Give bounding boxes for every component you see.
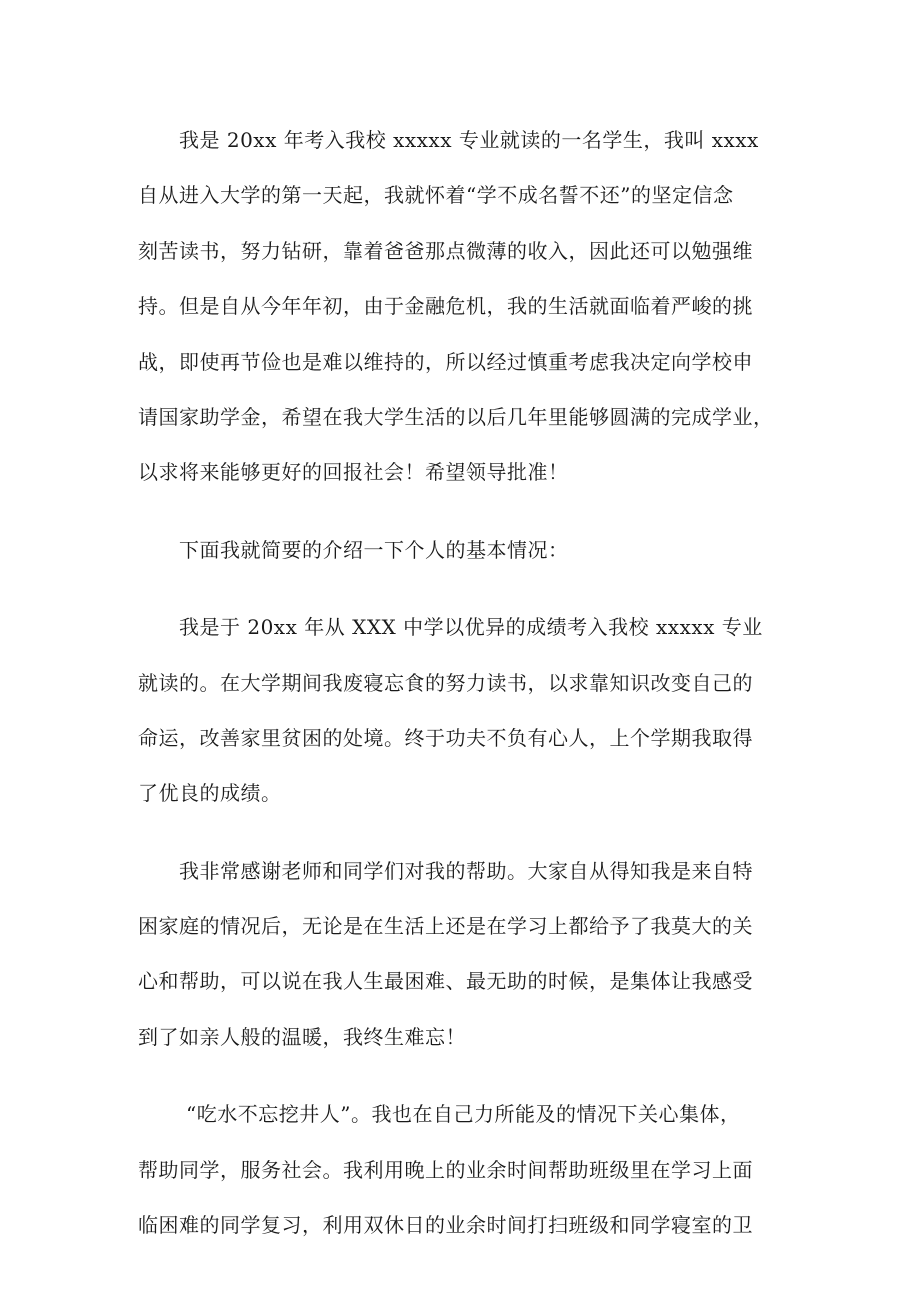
paragraph-line: 困家庭的情况后，无论是在生活上还是在学习上都给予了我莫大的关 bbox=[138, 914, 753, 939]
paragraph-spacer bbox=[138, 501, 793, 523]
paragraph-line: 刻苦读书，努力钻研，靠着爸爸那点微薄的收入，因此还可以勉强维 bbox=[138, 238, 753, 263]
paragraph-line: 持。但是自从今年年初，由于金融危机，我的生活就面临着严峻的挑 bbox=[138, 294, 753, 319]
paragraph-line: 就读的。在大学期间我废寝忘食的努力读书，以求靠知识改变自己的 bbox=[138, 670, 753, 695]
paragraph-line: 临困难的同学复习，利用双休日的业余时间打扫班级和同学寝室的卫 bbox=[138, 1213, 753, 1238]
paragraph-5 bbox=[138, 1087, 793, 1253]
paragraph-line: 命运，改善家里贫困的处境。终于功夫不负有心人，上个学期我取得 bbox=[138, 725, 753, 750]
paragraph-4 bbox=[138, 844, 793, 1066]
paragraph-spacer bbox=[138, 1065, 793, 1087]
paragraph-line: “吃水不忘挖井人”。我也在自己力所能及的情况下关心集体， bbox=[186, 1102, 741, 1127]
paragraph-line: 下面我就简要的介绍一下个人的基本情况： bbox=[179, 537, 569, 562]
paragraph-line: 到了如亲人般的温暖，我终生难忘！ bbox=[138, 1024, 466, 1049]
paragraph-line: 我非常感谢老师和同学们对我的帮助。大家自从得知我是来自特 bbox=[179, 858, 753, 883]
paragraph-line: 心和帮助，可以说在我人生最困难、最无助的时候，是集体让我感受 bbox=[138, 969, 753, 994]
paragraph-1 bbox=[138, 113, 793, 501]
paragraph-spacer bbox=[138, 822, 793, 844]
paragraph-line: 我是 20xx 年考入我校 xxxxx 专业就读的一名学生，我叫 xxxx bbox=[179, 128, 759, 152]
paragraph-2 bbox=[138, 523, 793, 578]
paragraph-line: 以求将来能够更好的回报社会！希望领导批准！ bbox=[138, 460, 569, 485]
paragraph-line: 帮助同学，服务社会。我利用晚上的业余时间帮助班级里在学习上面 bbox=[138, 1157, 753, 1182]
paragraph-3 bbox=[138, 600, 793, 822]
paragraph-line: 请国家助学金，希望在我大学生活的以后几年里能够圆满的完成学业， bbox=[138, 404, 774, 429]
paragraph-line: 我是于 20xx 年从 XXX 中学以优异的成绩考入我校 xxxxx 专业 bbox=[179, 615, 763, 640]
paragraph-line: 战，即使再节俭也是难以维持的，所以经过慎重考虑我决定向学校申 bbox=[138, 349, 753, 374]
document-body bbox=[138, 113, 793, 1253]
paragraph-line: 了优良的成绩。 bbox=[138, 781, 282, 806]
paragraph-spacer bbox=[138, 578, 793, 600]
paragraph-line: 自从进入大学的第一天起，我就怀着“学不成名誓不还”的坚定信念 bbox=[138, 183, 734, 208]
